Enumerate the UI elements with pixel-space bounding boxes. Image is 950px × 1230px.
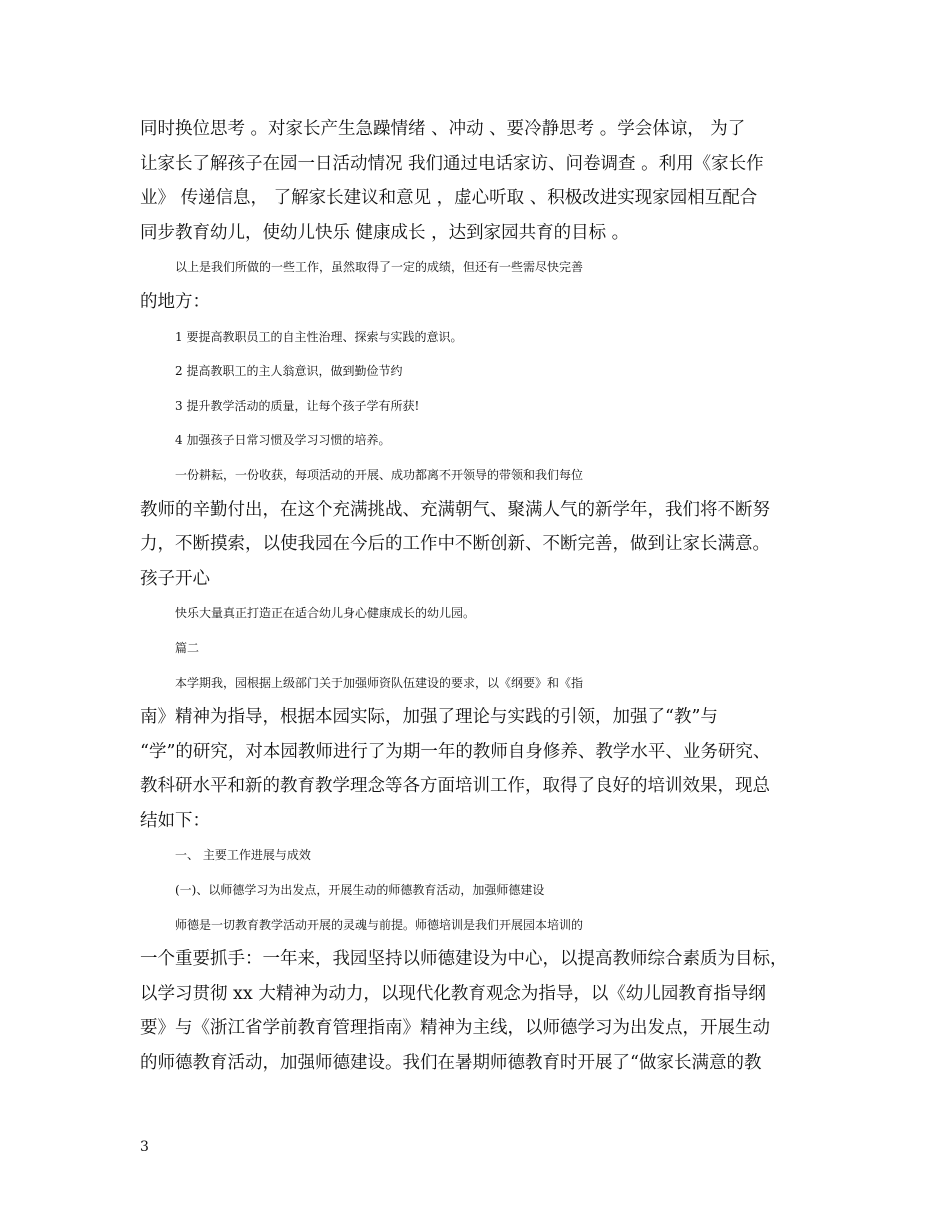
text-line: 让家长了解孩子在园一日活动情况 我们通过电话家访、问卷调查 。利用《家长作 <box>140 153 764 174</box>
text-line: 快乐大量真正打造正在适合幼儿身心健康成长的幼儿园。 <box>175 606 476 621</box>
text-line: 师德是一切教育教学活动开展的灵魂与前提。师德培训是我们开展园本培训的 <box>175 917 584 932</box>
text-line: 一份耕耘，一份收获，每项活动的开展、成功都离不开领导的带领和我们每位 <box>175 467 584 482</box>
document-body <box>140 112 820 1081</box>
text-line: 业》 传递信息， 了解家长建议和意见 ，虚心听取 、积极改进实现家园相互配合 <box>140 188 758 209</box>
text-line: 一、 主要工作进展与成效 <box>175 848 311 863</box>
text-line: 的师德教育活动，加强师德建设。我们在暑期师德教育时开展了“做家长满意的教 <box>140 1053 762 1074</box>
text-line: 一个重要抓手：一年来，我园坚持以师德建设为中心，以提高教师综合素质为目标， <box>140 949 788 970</box>
text-line: 2 提高教职工的主人翁意识，做到勤俭节约 <box>175 364 403 379</box>
text-line: 要》与《浙江省学前教育管理指南》精神为主线，以师德学习为出发点，开展生动 <box>140 1018 770 1039</box>
text-line: 教师的辛勤付出，在这个充满挑战、充满朝气、聚满人气的新学年，我们将不断努 <box>140 499 770 520</box>
text-line: 1 要提高教职员工的自主性治理、探索与实践的意识。 <box>175 329 463 344</box>
text-line: 以上是我们所做的一些工作，虽然取得了一定的成绩，但还有一些需尽快完善 <box>175 260 584 275</box>
text-line: 3 提升教学活动的质量，让每个孩子学有所获! <box>175 398 420 413</box>
text-line: 南》精神为指导，根据本园实际，加强了理论与实践的引领，加强了“教”与 <box>140 707 718 728</box>
text-line: 4 加强孩子日常习惯及学习习惯的培养。 <box>175 433 391 448</box>
text-line: 同步教育幼儿，使幼儿快乐 健康成长 ，达到家园共育的目标 。 <box>140 222 630 243</box>
text-line: (一)、以师德学习为出发点，开展生动的师德教育活动，加强师德建设 <box>175 883 545 898</box>
text-line: 孩子开心 <box>140 568 210 589</box>
text-line: 教科研水平和新的教育教学理念等各方面培训工作，取得了良好的培训效果，现总 <box>140 776 770 797</box>
text-line: 力，不断摸索，以使我园在今后的工作中不断创新、不断完善，做到让家长满意。 <box>140 534 770 555</box>
text-line: 本学期我，园根据上级部门关于加强师资队伍建设的要求，以《纲要》和《指 <box>175 675 584 690</box>
text-line: 同时换位思考 。对家长产生急躁情绪 、冲动 、要冷静思考 。学会体谅， 为了 <box>140 119 746 139</box>
text-line: 的地方： <box>140 291 210 312</box>
text-line: 篇二 <box>175 640 200 655</box>
page-number: 3 <box>140 1139 149 1155</box>
text-line: “学”的研究，对本园教师进行了为期一年的教师自身修养、教学水平、业务研究、 <box>140 741 771 762</box>
text-line: 结如下： <box>140 810 210 831</box>
text-line: 以学习贯彻 xx 大精神为动力，以现代化教育观念为指导，以《幼儿园教育指导纲 <box>140 983 766 1004</box>
